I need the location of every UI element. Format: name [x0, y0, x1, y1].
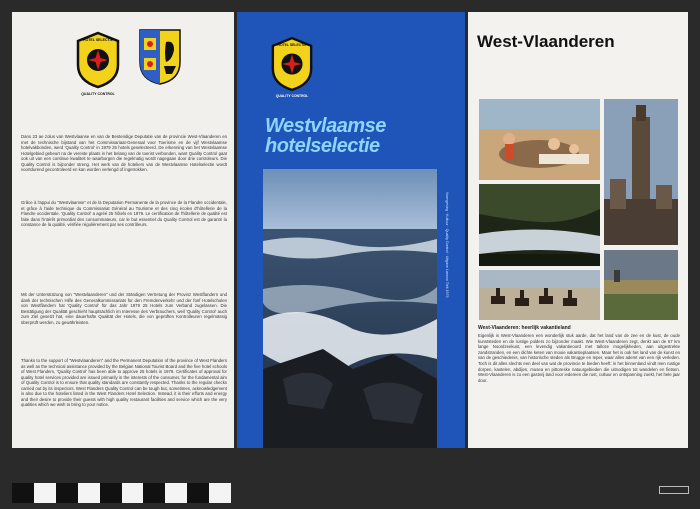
scale-segment	[34, 483, 56, 503]
polder-landscape-photo	[604, 250, 678, 320]
beach-children-photo	[479, 99, 600, 180]
badge-bottom-text: QUALITY CONTROL	[81, 92, 115, 96]
section-heading: West-Vlaanderen: heerlijk vakantieland	[478, 325, 571, 331]
scale-segment	[143, 483, 165, 503]
cover-badge-bottom-text: QUALITY CONTROL	[275, 94, 309, 98]
paragraph-german: Mit der Unterstützung von "Westvlaanderen" und der Ständigen Vertretung der Provinz Westflandern und dank der technischen Hilfe des Generalkommissariats für den Fremdenverkehr und der fünf Hotelschulen von Westflandern hat 'Quality Control' für das Jahr 1979 25 Hotels zum Verband zugelassen. Die Bestätigung der Qualität geschieht hauptsächlich im Interesse des Verbrauchers, weil 'Quality Control' auch zum Ziel gesetzt hat, eine dauerhafte Qualität der Hotels, die von geprüften Kontrolleuren regelmässig überprüft werden, zu gewährleisten.	[21, 292, 227, 325]
scale-segment	[12, 483, 34, 503]
scale-segment	[100, 483, 122, 503]
west-flanders-coat-of-arms-icon	[136, 28, 184, 86]
paragraph-dutch: Dans 23 ae zolus van Westvlaanse en van de Bestendige Deputatie van de provincie West-Vlaanderen en met de technische bijstand van het Commissariaat-Generaal voor Toerisme en de vijf Westvlaamse hotelvakbonden, werd 'Quality Control' in 1979 25 hotels geselecteerd. De erkenning van het Westvlaamse Hotelgebied gebeurt na de vereste plaats in het belang van de toerist verbonden, want Quality Control gaat ook uit van een continue kwaliteit te waarborgen die regelmatig wordt nagegaan door drie controleurs. Die Quality Control is bijzonder streng. Het werk van de hoteliers van de Westvlaamse Hotelselectie wordt voortdurend gecontroleerd en kan worden verlengd of ingetrokken.	[21, 134, 227, 172]
scale-segment	[122, 483, 144, 503]
bruges-belfry-photo	[604, 99, 678, 245]
horse-riders-beach-photo	[479, 270, 600, 320]
scale-segment	[209, 483, 231, 503]
paragraph-french: Grâce à l'appui du "Westvlaamse" et de la Deputation Permanente de la province de la Flandre occidentale, et grâce à l'aide technique du Commissariat Général au Tourisme et des cinq écoles d'hôtellerie de la Flandre occidentale. 'Quality Control' a agréé 25 hôtels en 1979. Le certification de l'hôtellerie de qualité est faite dans l'intérêt primordial des consommateurs, car le but essentiel du Quality Control est de garantir la constance de la qualité, vérifiée régulièrement par ses contrôleurs.	[21, 200, 227, 227]
scale-segment	[165, 483, 187, 503]
sea-waves-photo	[263, 169, 437, 448]
archive-tag	[659, 486, 689, 494]
left-panel	[12, 12, 234, 448]
color-scale-bar	[12, 483, 231, 503]
section-body-text: Eigenlijk is West-Vlaanderen een wonderlijk stuk aarde, dat het land van de zee en de kust, de oude kunststeden en de rustige polders zo bijzonder maakt. Wie West-Vlaanderen zegt, denkt aan de 67 km lange Noordzeekust, een levendig vakantieoord met talloze mogelijkheden, aan uitgestrekte zandstranden, en een dichte keten van mooie vakantieplaatsen. Maar het is ook het land van de kunst en van de geschiedenis, van historische steden als Brugge en Ieper, waar alles ademt van een rijk verleden. Toch is dit alles slechts een deel van wat de provincie te bieden heeft: in het binnenland vindt men rustige dorpen, kastelen, abdijen, musea en pittoreske natuurgebieden die uitnodigen tot wandelen en fietsen. West-Vlaanderen is zo een gastvrij land voor iedereen die rust, cultuur en ontspanning zoekt, het hele jaar door.	[478, 333, 680, 383]
vertical-credit-text: Vormgeving · Kultuur · Quality Control · Uitgave Lannoo Tielt 1979	[445, 192, 449, 298]
right-panel	[468, 12, 688, 448]
canal-trees-photo	[479, 184, 600, 266]
badge-top-text: HOTEL SELECTIE	[83, 38, 113, 42]
cover-title: Westvlaamse hotelselectie	[265, 115, 386, 157]
scale-segment	[56, 483, 78, 503]
scale-segment	[187, 483, 209, 503]
cover-badge-top-text: HOTEL SELECTIE	[277, 43, 307, 47]
paragraph-english: Thanks to the support of "Westvlaanderen" and the Permanent Deputation of the province of West Flanders as well as the technical assistance provided by the Belgian National Tourist Board and the five hotel schools of West Flanders, 'Quality Control' has been able to approve 25 hotels in 1979. Certificates of approval for quality hotel services provided are issued primarily in the interests of the consumer, for the fundamental aim of Quality Control is to ensure that quality standards are constantly respected. Thanks to the regular checks carried out by its inspectors. West Flanders Quality Control can be tough but, sometimes, acknowledgement is also due to the hoteliers listed in the West Flanders Hotel Selection. Instead, it is their efforts and energy and their desire to provide their guests with high quality restaurant facilities and service which are the very qualities which we wish to bring to your notice.	[21, 358, 227, 407]
middle-cover-panel	[237, 12, 465, 448]
panel-title: West-Vlaanderen	[477, 32, 615, 51]
scale-segment	[78, 483, 100, 503]
